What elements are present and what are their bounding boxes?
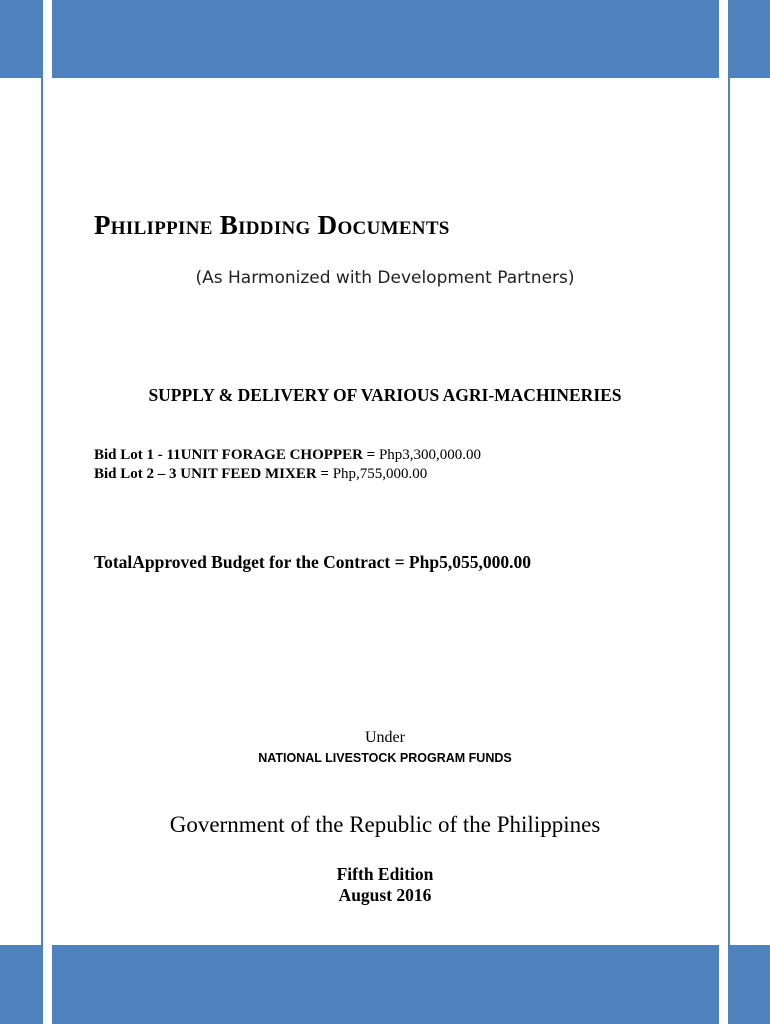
bid-lot-2-label: Bid Lot 2 – 3 UNIT FEED MIXER = bbox=[94, 466, 333, 482]
edition-date: August 2016 bbox=[338, 885, 432, 905]
edition-block bbox=[0, 864, 770, 906]
bid-lots bbox=[94, 446, 481, 484]
header-band bbox=[0, 0, 770, 78]
government-name: Government of the Republic of the Philippines bbox=[169, 812, 601, 837]
fund-source: NATIONAL LIVESTOCK PROGRAM FUNDS bbox=[258, 751, 512, 765]
approved-budget: TotalApproved Budget for the Contract = Php5,055,000.00 bbox=[94, 552, 531, 572]
bid-lot-1-label: Bid Lot 1 - 11UNIT FORAGE CHOPPER = bbox=[94, 447, 379, 463]
footer-band bbox=[0, 945, 770, 1024]
bid-lot-1-value: Php3,300,000.00 bbox=[378, 447, 482, 463]
under-label: Under bbox=[365, 729, 405, 746]
document-subtitle: (As Harmonized with Development Partners) bbox=[195, 268, 575, 288]
document-title: Philippine Bidding Documents bbox=[94, 210, 450, 240]
bid-lot-1 bbox=[94, 446, 481, 465]
bid-lot-2-value: Php,755,000.00 bbox=[332, 466, 428, 482]
project-title: SUPPLY & DELIVERY OF VARIOUS AGRI-MACHINERIES bbox=[148, 385, 622, 405]
bid-lot-2 bbox=[94, 465, 481, 484]
edition-label: Fifth Edition bbox=[336, 864, 434, 884]
